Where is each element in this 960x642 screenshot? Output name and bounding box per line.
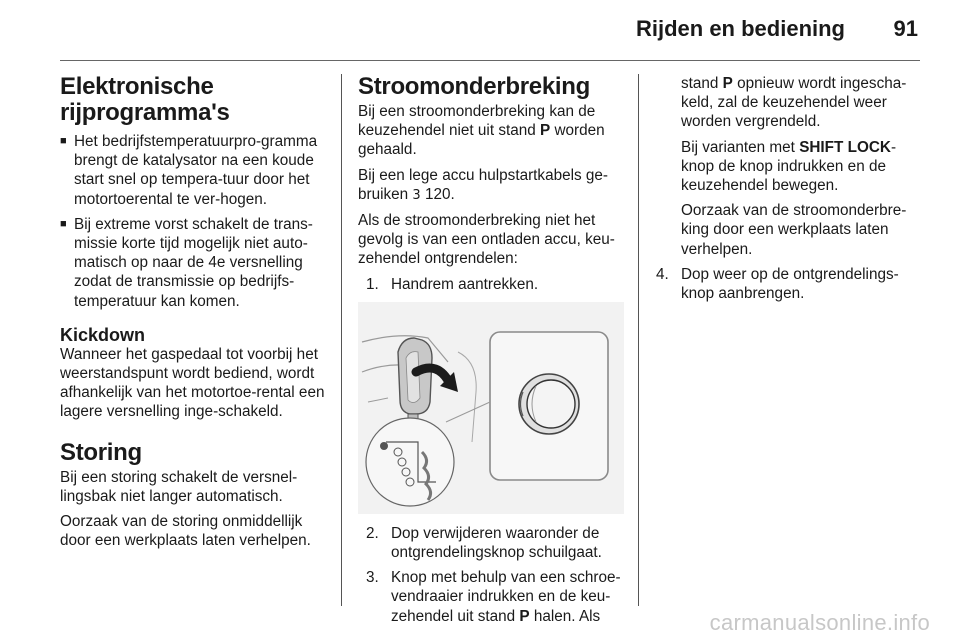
step-text: halen. Als	[529, 607, 601, 625]
text-run: Bij een lege accu hulpstartkabels ge-bruiken	[358, 166, 609, 203]
column-1	[60, 74, 326, 556]
step-text: Dop weer op de ontgrendelings-knop aanbrengen.	[681, 265, 899, 303]
continued-paragraph	[656, 74, 922, 132]
step-3	[366, 568, 624, 626]
heading-storing: Storing	[60, 438, 142, 466]
paragraph-1	[358, 102, 624, 160]
text-run: Bij een stroomonderbreking kan de keuzehendel niet uit stand	[358, 103, 596, 140]
section-title: Rijden en bediening	[635, 16, 845, 41]
step-text: Handrem aantrekken.	[391, 275, 539, 293]
bullet-text: Het bedrijfstemperatuurpro-gramma brengt de katalysator na een koude start snel op tempera-tuur door het motortoerental te ver-hogen.	[74, 133, 318, 208]
step-number: 4.	[656, 265, 669, 283]
text-run: opnieuw wordt ingescha-keld, zal de keuzehendel weer worden vergrendeld.	[681, 75, 907, 131]
column-3	[656, 74, 922, 309]
heading-elektronische-rijprogrammas: Elektronische rijprogramma's	[60, 73, 230, 126]
column-2	[358, 74, 624, 632]
column-divider-1	[341, 74, 342, 606]
page-reference-icon: 3	[412, 187, 421, 203]
step-text: Knop met behulp van een schroe-vendraaier indrukken en de keu-zehendel uit stand	[391, 569, 621, 625]
step-4	[656, 265, 922, 303]
workshop-paragraph: Oorzaak van de stroomonderbre-king door een werkplaats laten verhelpen.	[681, 202, 907, 258]
step-number: 1.	[366, 275, 379, 293]
heading-kickdown: Kickdown	[60, 324, 146, 345]
list-item	[60, 215, 326, 311]
header-divider	[60, 60, 920, 61]
step-number: 2.	[366, 524, 379, 542]
step-1	[366, 275, 624, 294]
page-header	[0, 0, 960, 60]
text-run: Bij varianten met	[681, 138, 800, 156]
text-run: 120.	[420, 185, 455, 203]
page-number: 91	[893, 16, 918, 41]
text-run: -knop de knop indrukken en de keuzehendel bewegen.	[681, 138, 897, 195]
bullet-text: Bij extreme vorst schakelt de trans-missie korte tijd mogelijk niet auto-matisch op naar de 4e versnelling zodat de transmissie op bedrijfs-temperatuur kan komen.	[74, 215, 313, 310]
bullet-icon: ■	[60, 135, 67, 147]
text-run: worden gehaald.	[358, 122, 605, 159]
text-run: stand	[681, 75, 723, 92]
bullet-icon: ■	[60, 217, 67, 230]
figure-selector-lever-illustration	[358, 302, 624, 514]
watermark: carmanualsonline.info	[709, 610, 930, 635]
paragraph-3: Als de stroomonderbreking niet het gevolg is van een ontladen accu, keu-zehendel ontgrendelen:	[358, 212, 615, 268]
list-item	[60, 132, 326, 209]
storing-paragraph-2: Oorzaak van de storing onmiddellijk door een werkplaats laten verhelpen.	[60, 513, 311, 550]
shift-lock-label: SHIFT LOCK	[799, 138, 891, 156]
gear-p-label: P	[519, 607, 530, 625]
paragraph-2	[358, 166, 624, 205]
selector-lever-illustration	[358, 302, 624, 514]
gear-p-label: P	[722, 75, 733, 92]
kickdown-paragraph: Wanneer het gaspedaal tot voorbij het weerstandspunt wordt bediend, wordt afhankelijk van het motortoe-rental een lagere versnelling inge-schakeld.	[60, 345, 325, 421]
shift-lock-paragraph	[656, 138, 922, 196]
gear-p-label: P	[540, 122, 551, 140]
storing-paragraph-1: Bij een storing schakelt de versnel-lingsbak niet langer automatisch.	[60, 468, 298, 505]
step-number: 3.	[366, 569, 379, 587]
step-text: Dop verwijderen waaronder de ontgrendelingsknop schuilgaat.	[391, 524, 602, 562]
heading-stroomonderbreking: Stroomonderbreking	[358, 73, 590, 100]
step-2	[366, 524, 624, 562]
column-divider-2	[638, 74, 639, 606]
